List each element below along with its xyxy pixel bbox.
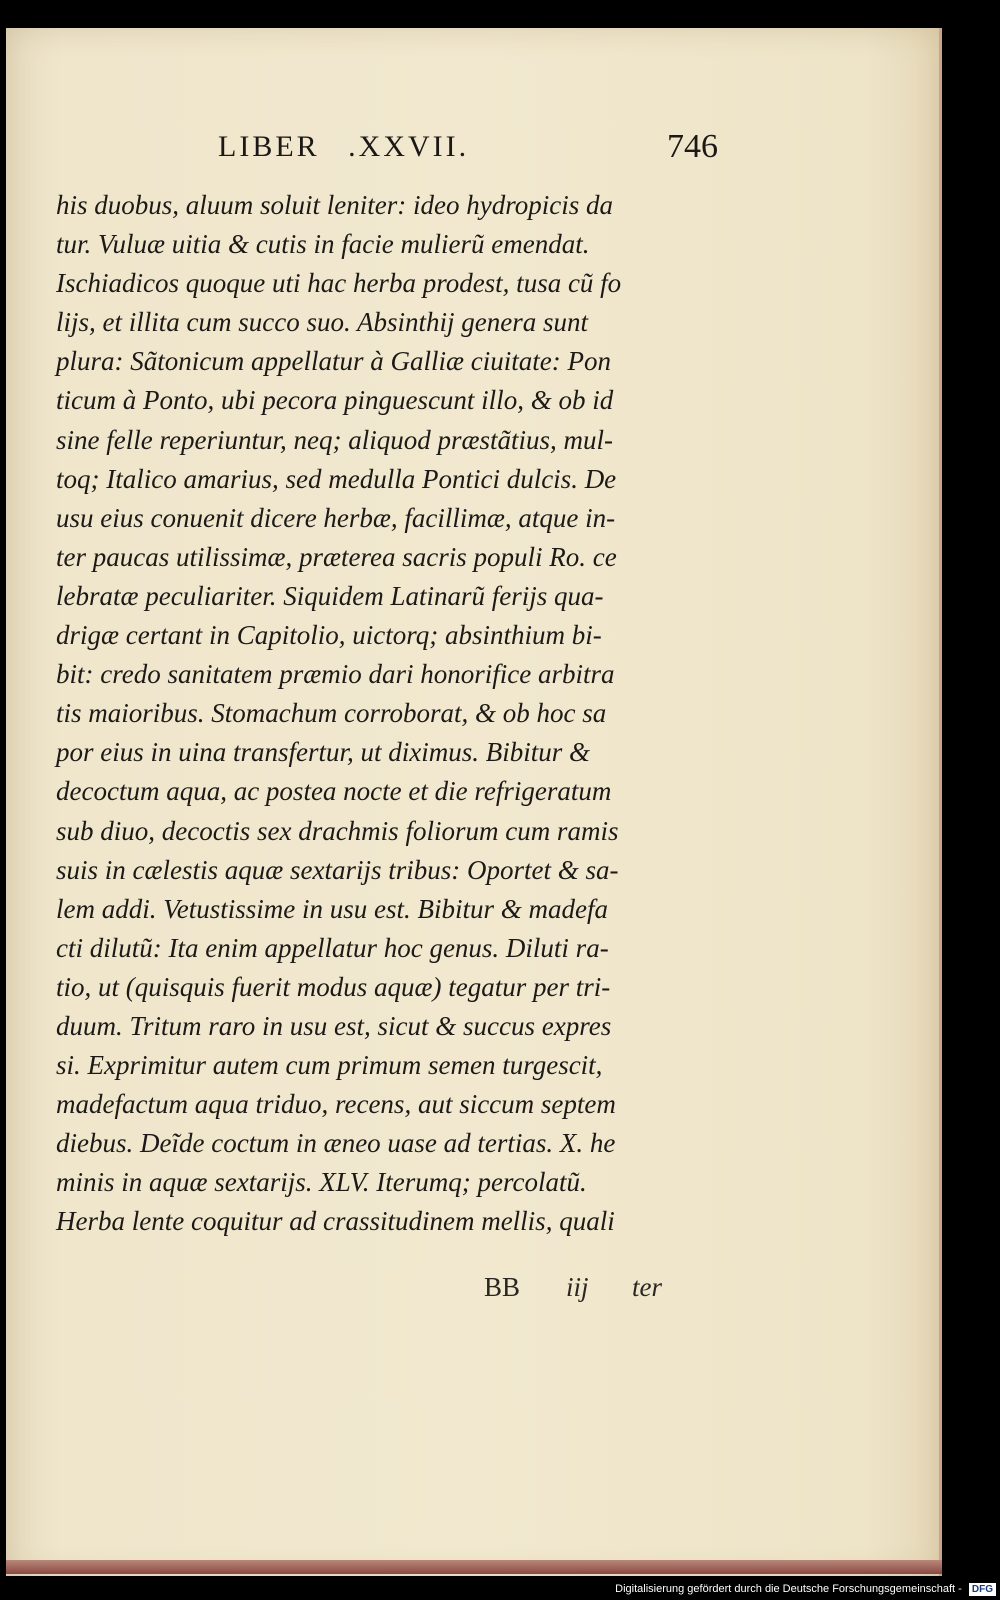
text-line: Herba lente coquitur ad crassitudinem mellis, quali — [56, 1206, 615, 1237]
text-line: madefactum aqua triduo, recens, aut siccum septem — [56, 1089, 616, 1120]
page-number: 746 — [667, 128, 718, 165]
text-line: tio, ut (quisquis fuerit modus aquæ) tegatur per tri- — [56, 971, 611, 1002]
text-line: his duobus, aluum soluit leniter: ideo hydropicis da — [56, 190, 613, 220]
text-line: sub diuo, decoctis sex drachmis foliorum cum ramis — [56, 815, 619, 846]
catchword: ter — [632, 1272, 662, 1302]
running-head: LIBER .XXVII. — [218, 130, 470, 163]
body-text — [56, 186, 666, 1242]
text-line: lebratæ peculiariter. Siquidem Latinarũ ferijs qua- — [56, 580, 604, 611]
text-line: suis in cælestis aquæ sextarijs tribus: Oportet & sa- — [56, 854, 619, 885]
text-line: bit: credo sanitatem præmio dari honorifice arbitra — [56, 659, 615, 690]
text-line: diebus. Deĩde coctum in æneo uase ad tertias. X. he — [56, 1128, 616, 1159]
text-line: sine felle reperiuntur, neq; aliquod præstãtius, mul- — [56, 424, 613, 455]
text-line: lem addi. Vetustissime in usu est. Bibitur & madefa — [56, 893, 608, 924]
text-line: ter paucas utilissimæ, præterea sacris populi Ro. ce — [56, 541, 617, 572]
text-line: minis in aquæ sextarijs. XLV. Iterumq; percolatũ. — [56, 1167, 587, 1198]
dfg-logo: DFG — [969, 1583, 996, 1596]
text-line: drigæ certant in Capitolio, uictorq; absinthium bi- — [56, 620, 602, 651]
digitization-credit — [615, 1580, 996, 1598]
text-line: decoctum aqua, ac postea nocte et die refrigeratum — [56, 776, 612, 807]
page-header — [218, 128, 718, 174]
text-line: por eius in uina transfertur, ut diximus. Bibitur & — [56, 737, 591, 768]
text-line: lijs, et illita cum succo suo. Absinthij genera sunt — [56, 307, 588, 338]
text-line: toq; Italico amarius, sed medulla Pontici dulcis. De — [56, 463, 617, 494]
text-line: ticum à Ponto, ubi pecora pinguescunt illo, & ob id — [56, 385, 614, 416]
page-edge — [6, 1560, 942, 1574]
signature-number: iij — [566, 1272, 589, 1302]
text-line: tis maioribus. Stomachum corroborat, & ob hoc sa — [56, 698, 607, 729]
signature-mark: BB — [484, 1272, 521, 1302]
text-line: usu eius conuenit dicere herbæ, facillimæ, atque in- — [56, 502, 616, 533]
text-line: tur. Vuluæ uitia & cutis in facie mulierũ emendat. — [56, 229, 590, 260]
text-line: duum. Tritum raro in usu est, sicut & succus expres — [56, 1010, 612, 1041]
text-line: si. Exprimitur autem cum primum semen turgescit, — [56, 1050, 603, 1081]
credit-text: Digitalisierung gefördert durch die Deutsche Forschungsgemeinschaft - — [615, 1583, 962, 1595]
text-line: cti dilutũ: Ita enim appellatur hoc genus. Diluti ra- — [56, 932, 609, 963]
signature-line — [484, 1272, 674, 1312]
text-line: Ischiadicos quoque uti hac herba prodest, tusa cũ fo — [56, 268, 622, 299]
text-line: plura: Sãtonicum appellatur à Galliæ ciuitate: Pon — [56, 346, 611, 377]
